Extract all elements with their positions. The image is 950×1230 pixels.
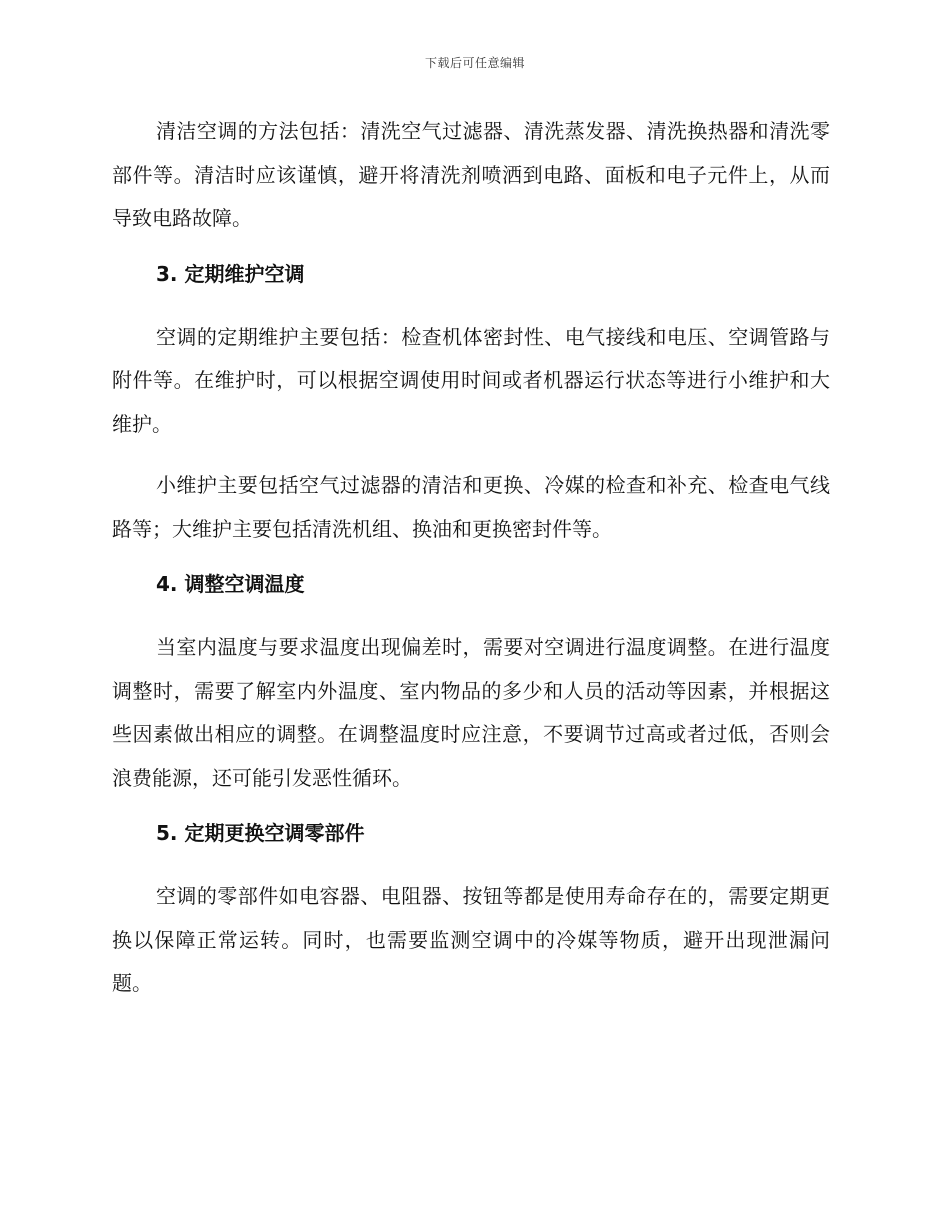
section-heading-3: 3. 定期维护空调 xyxy=(156,261,305,286)
header-note: 下载后可任意编辑 xyxy=(424,56,525,70)
paragraph-cleaning-methods: 清洁空调的方法包括：清洗空气过滤器、清洗蒸发器、清洗换热器和清洗零部件等。清洁时应该谨慎，避开将清洗剂喷洒到电路、面板和电子元件上，从而导致电路故障。 xyxy=(112,119,830,230)
section-heading-5: 5. 定期更换空调零部件 xyxy=(156,821,365,845)
document-body xyxy=(112,110,830,1024)
paragraph-minor-major-maintenance: 小维护主要包括空气过滤器的清洁和更换、冷媒的检查和补充、检查电气线路等；大维护主要包括清洗机组、换油和更换密封件等。 xyxy=(112,473,830,541)
paragraph-temperature-adjustment: 当室内温度与要求温度出现偏差时，需要对空调进行温度调整。在进行温度调整时，需要了解室内外温度、室内物品的多少和人员的活动等因素，并根据这些因素做出相应的调整。在调整温度时应注意，不要调节过高或者过低，否则会浪费能源，还可能引发恶性循环。 xyxy=(112,635,830,790)
paragraph-regular-maintenance: 空调的定期维护主要包括：检查机体密封性、电气接线和电压、空调管路与附件等。在维护时，可以根据空调使用时间或者机器运行状态等进行小维护和大维护。 xyxy=(112,324,830,436)
paragraph-parts-replacement: 空调的零部件如电容器、电阻器、按钮等都是使用寿命存在的，需要定期更换以保障正常运转。同时，也需要监测空调中的冷媒等物质，避开出现泄漏问题。 xyxy=(112,884,830,995)
section-heading-4: 4. 调整空调温度 xyxy=(156,572,305,596)
